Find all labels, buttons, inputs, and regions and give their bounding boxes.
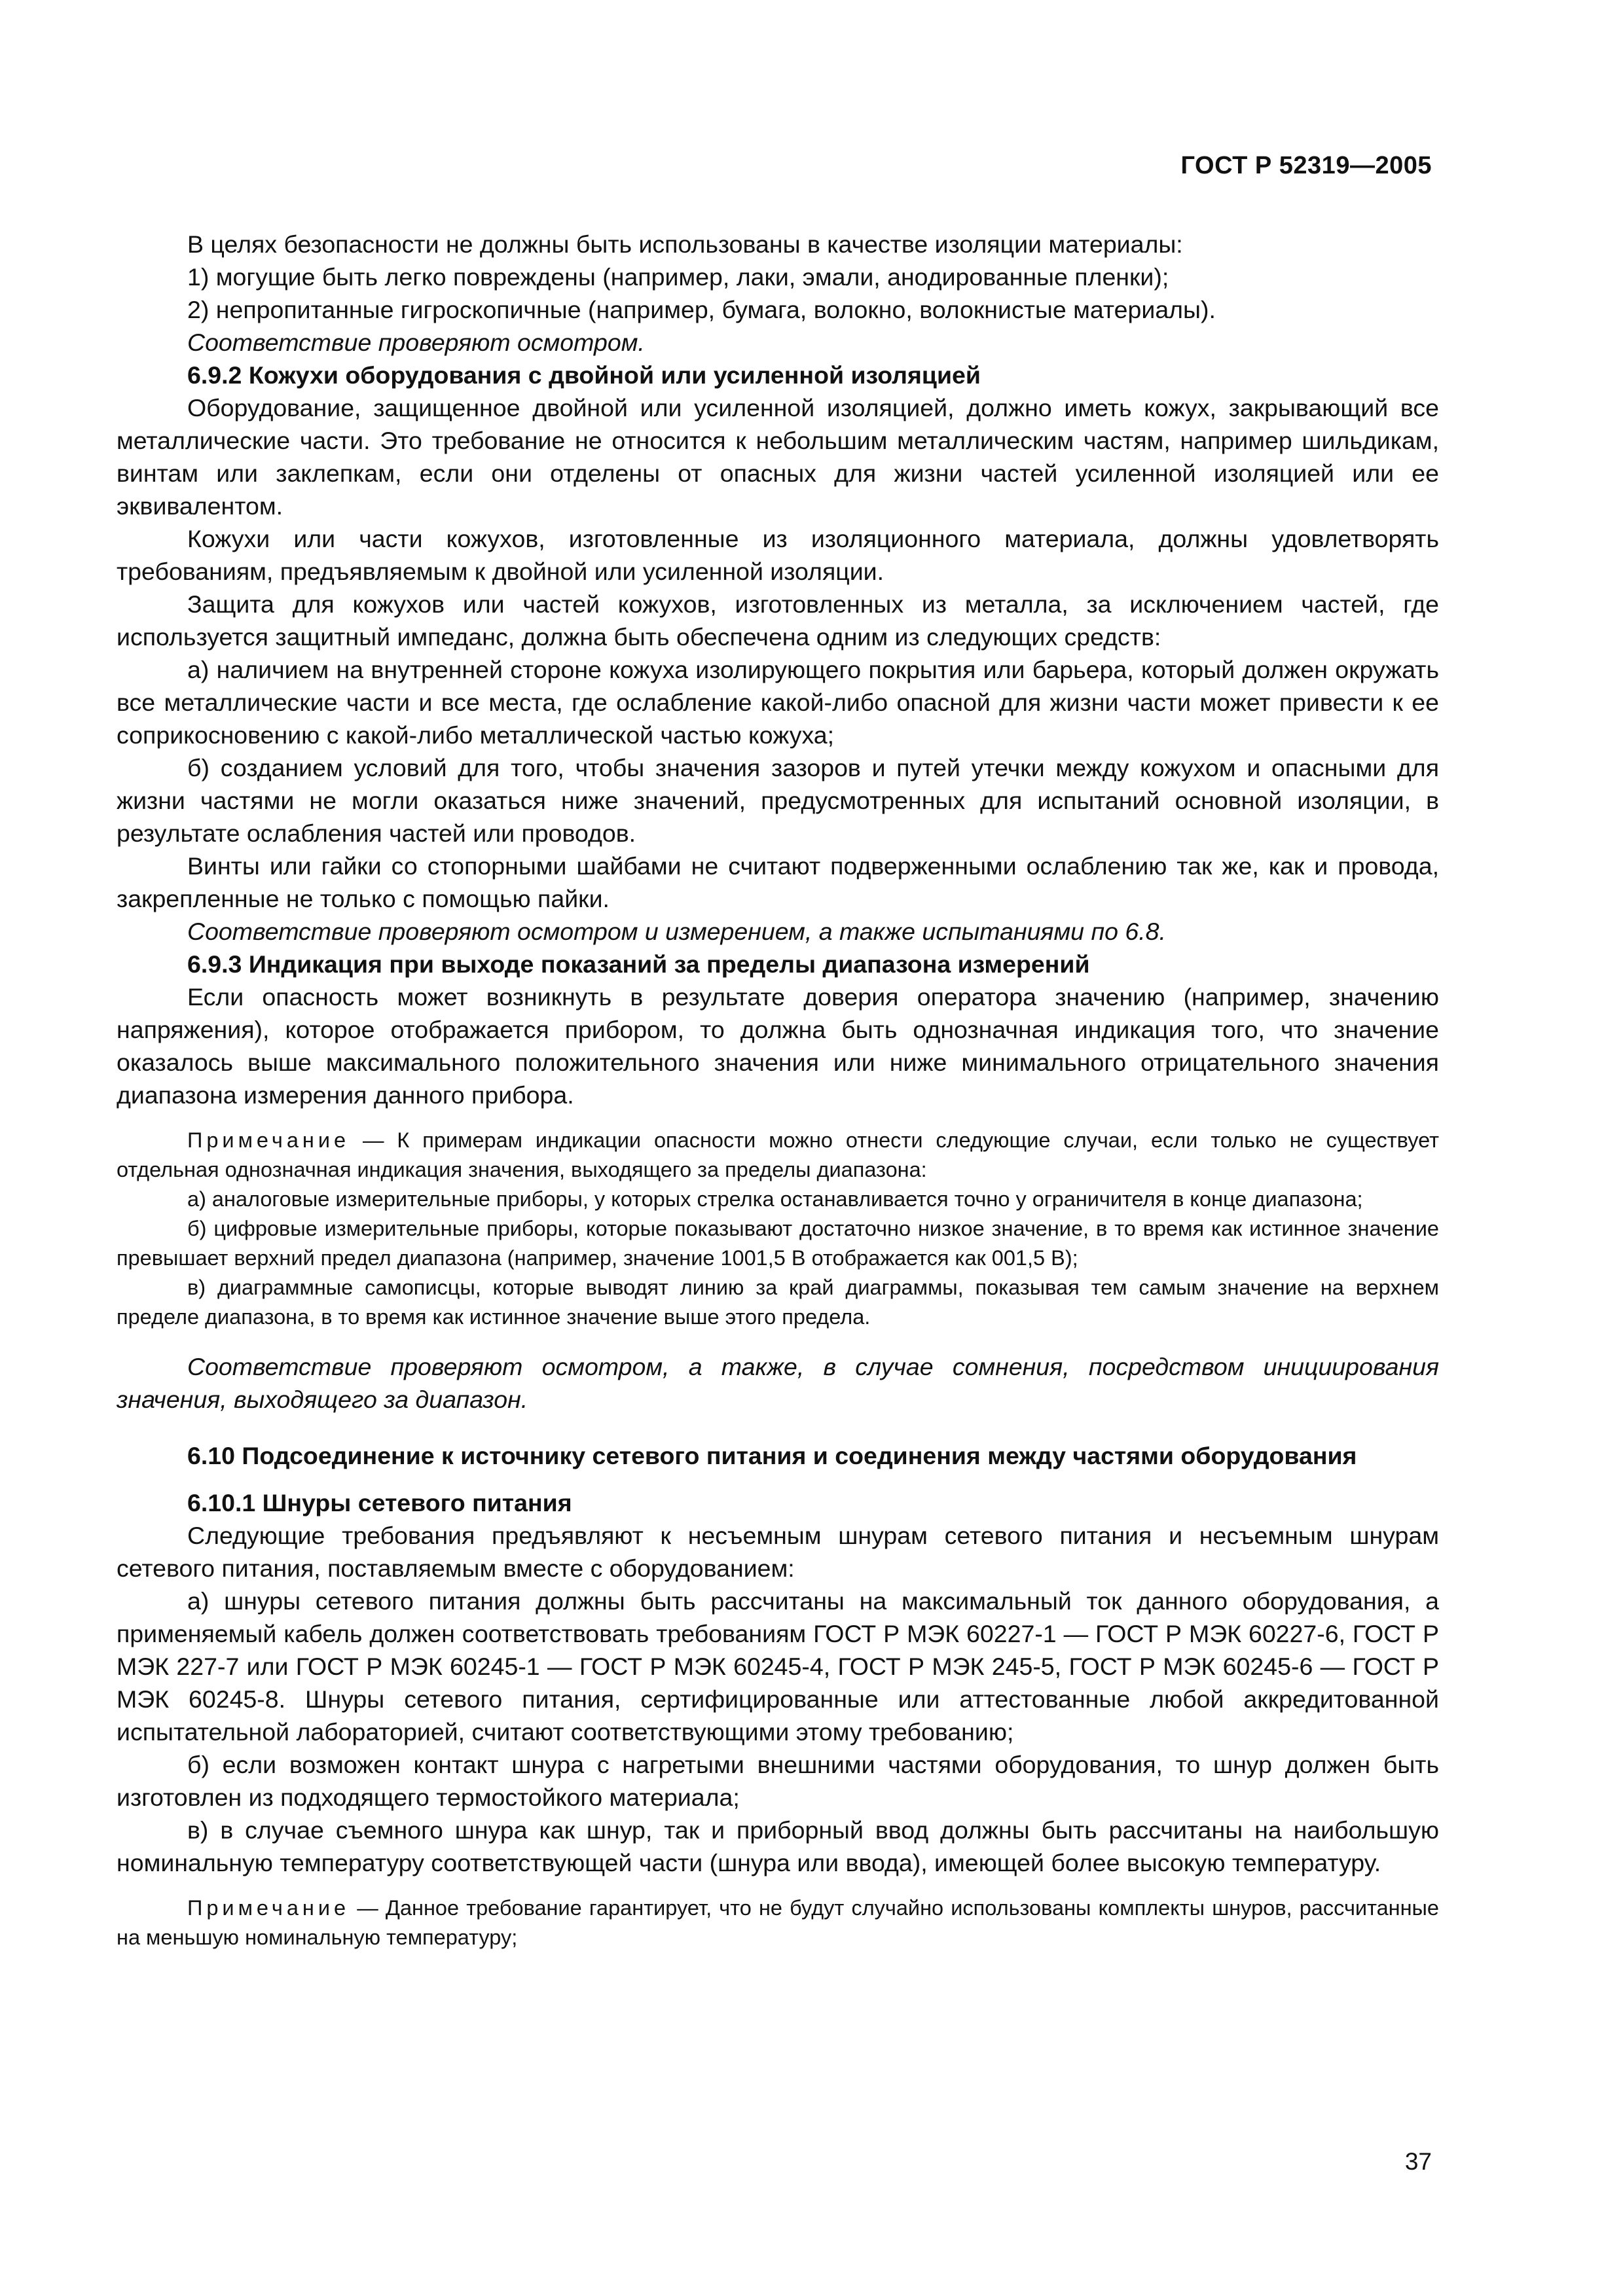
body-paragraph: Защита для кожухов или частей кожухов, изготовленных из металла, за исключением частей, где используется защитный импеданс, должна быть обеспечена одним из следующих средств: (117, 590, 1439, 651)
body-paragraph: Винты или гайки со стопорными шайбами не считают подверженными ослаблению так же, как и провода, закрепленные не только с помощью пайки. (117, 852, 1439, 912)
list-item: б) если возможен контакт шнура с нагретыми внешними частями оборудования, то шнур должен быть изготовлен из подходящего термостойкого материала; (117, 1751, 1439, 1811)
note-label: Примечание (187, 1896, 350, 1920)
section-heading-6-9-3: 6.9.3 Индикация при выходе показаний за пределы диапазона измерений (187, 950, 1090, 978)
intro-paragraph: В целях безопасности не должны быть использованы в качестве изоляции материалы: (187, 230, 1183, 258)
note-item: б) цифровые измерительные приборы, которые показывают достаточно низкое значение, в то время как истинное значение превышает верхний предел диапазона (например, значение 1001,5 В отображается как 001,5 В); (117, 1217, 1439, 1270)
compliance-note: Соответствие проверяют осмотром, а также, в случае сомнения, посредством инициирования значения, выходящего за диапазон. (117, 1353, 1439, 1413)
body-paragraph: Следующие требования предъявляют к несъемным шнурам сетевого питания и несъемным шнурам сетевого питания, поставляемым вместе с оборудованием: (117, 1522, 1439, 1582)
note-lead-text: — Данное требование гарантирует, что не будут случайно использованы комплекты шнуров, рассчитанные на меньшую номинальную температуру; (117, 1896, 1439, 1949)
note-item: а) аналоговые измерительные приборы, у которых стрелка останавливается точно у ограничителя в конце диапазона; (187, 1187, 1363, 1211)
section-heading-6-10: 6.10 Подсоединение к источнику сетевого питания и соединения между частями оборудования (187, 1442, 1357, 1469)
page-body (117, 228, 1439, 1971)
body-paragraph: Кожухи или части кожухов, изготовленные из изоляционного материала, должны удовлетворять требованиям, предъявляемым к двойной или усиленной изоляции. (117, 525, 1439, 585)
compliance-note: Соответствие проверяют осмотром и измерением, а также испытаниями по 6.8. (187, 918, 1166, 945)
list-item: а) шнуры сетевого питания должны быть рассчитаны на максимальный ток данного оборудования, а применяемый кабель должен соответствовать требованиям ГОСТ Р МЭК 60227-1 — ГОСТ Р МЭК 60227-6, ГОСТ Р МЭК 227-7 или ГОСТ Р МЭК 60245-1 — ГОСТ Р МЭК 60245-4, ГОСТ Р МЭК 245-5, ГОСТ Р МЭК 60245-6 — ГОСТ Р МЭК 60245-8. Шнуры сетевого питания, сертифицированные или аттестованные любой аккредитованной испытательной лабораторией, считают соответствующими этому требованию; (117, 1587, 1439, 1746)
body-paragraph: Если опасность может возникнуть в результате доверия оператора значению (например, значению напряжения), которое отображается прибором, то должна быть однозначная индикация того, что значение оказалось выше максимального положительного значения или ниже минимального отрицательного значения диапазона измерения данного прибора. (117, 983, 1439, 1109)
section-heading-6-10-1: 6.10.1 Шнуры сетевого питания (187, 1489, 572, 1516)
note-label: Примечание (187, 1128, 350, 1152)
list-item: 2) непропитанные гигроскопичные (например, бумага, волокно, волокнистые материалы). (187, 296, 1216, 323)
standard-header: ГОСТ Р 52319—2005 (1180, 152, 1432, 179)
page-number: 37 (1404, 2148, 1432, 2175)
list-item: б) созданием условий для того, чтобы значения зазоров и путей утечки между кожухом и опасными для жизни частями не могли оказаться ниже значений, предусмотренных для испытаний основной изоляции, в результате ослабления частей или проводов. (117, 754, 1439, 847)
list-item: 1) могущие быть легко повреждены (например, лаки, эмали, анодированные пленки); (187, 263, 1169, 291)
note-lead-text: — К примерам индикации опасности можно отнести следующие случаи, если только не существует отдельная однозначная индикация значения, выходящего за пределы диапазона: (117, 1128, 1439, 1181)
body-paragraph: Оборудование, защищенное двойной или усиленной изоляцией, должно иметь кожух, закрывающий все металлические части. Это требование не относится к небольшим металлическим частям, например шильдикам, винтам или заклепкам, если они отделены от опасных для жизни частей усиленной изоляцией или ее эквивалентом. (117, 394, 1439, 520)
note-block (117, 1893, 1439, 1952)
list-item: а) наличием на внутренней стороне кожуха изолирующего покрытия или барьера, который должен окружать все металлические части и все места, где ослабление какой-либо опасной для жизни части может привести к ее соприкосновению с какой-либо металлической частью кожуха; (117, 656, 1439, 749)
note-lead (117, 1893, 1439, 1952)
note-lead (117, 1126, 1439, 1185)
compliance-note: Соответствие проверяют осмотром. (187, 329, 645, 356)
note-item: в) диаграммные самописцы, которые выводят линию за край диаграммы, показывая тем самым значение на верхнем пределе диапазона, в то время как истинное значение выше этого предела. (117, 1276, 1439, 1329)
list-item: в) в случае съемного шнура как шнур, так и приборный ввод должны быть рассчитаны на наибольшую номинальную температуру соответствующей части (шнура или ввода), имеющей более высокую температуру. (117, 1816, 1439, 1876)
section-heading-6-9-2: 6.9.2 Кожухи оборудования с двойной или усиленной изоляцией (187, 361, 981, 389)
note-block (117, 1126, 1439, 1332)
